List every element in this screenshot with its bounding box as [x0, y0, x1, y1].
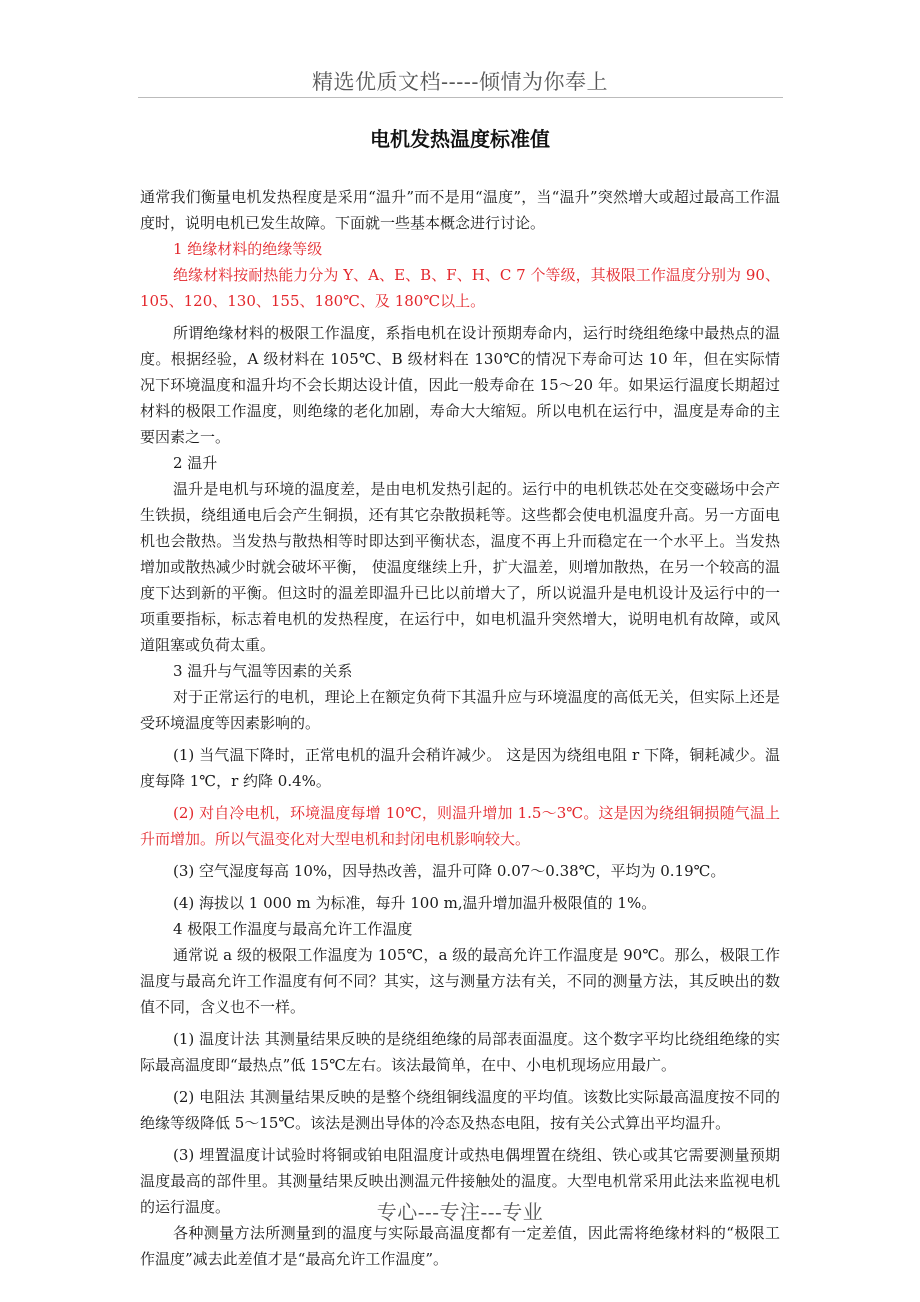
- section-4-item-2: (2) 电阻法 其测量结果反映的是整个绕组铜线温度的平均值。该数比实际最高温度按不同的绝缘等级降低 5～15℃。该法是测出导体的冷态及热态电阻，按有关公式算出平均温升。: [140, 1088, 780, 1132]
- section-2-heading: 2 温升: [173, 454, 218, 472]
- section-3-item-4: (4) 海拔以 1 000 m 为标准，每升 100 m,温升增加温升极限值的 1%。: [173, 894, 657, 912]
- section-3-item-3: (3) 空气湿度每高 10%，因导热改善，温升可降 0.07～0.38℃，平均为 0.19℃。: [173, 862, 726, 880]
- section-4-item-1: (1) 温度计法 其测量结果反映的是绕组绝缘的局部表面温度。这个数字平均比绕组绝缘的实际最高温度即“最热点”低 15℃左右。该法最简单，在中、小电机现场应用最广。: [140, 1030, 780, 1074]
- section-4-heading: 4 极限工作温度与最高允许工作温度: [173, 920, 413, 938]
- section-1-paragraph: 所谓绝缘材料的极限工作温度，系指电机在设计预期寿命内，运行时绕组绝缘中最热点的温度。根据经验，A 级材料在 105℃、B 级材料在 130℃的情况下寿命可达 10 年，但在实际情况下环境温度和温升均不会长期达设计值，因此一般寿命在 15～20 年。如果运行温度长期超过材料的极限工作温度，则绝缘的老化加剧，寿命大大缩短。所以电机在运行中，温度是寿命的主要因素之一。: [140, 324, 780, 446]
- section-4-item-3: (3) 埋置温度计试验时将铜或铂电阻温度计或热电偶埋置在绕组、铁心或其它需要测量预期温度最高的部件里。其测量结果反映出测温元件接触处的温度。大型电机常采用此法来监视电机的运行温度。: [140, 1146, 780, 1216]
- header-divider: [138, 97, 783, 98]
- document-title: 电机发热温度标准值: [370, 127, 550, 151]
- section-3-heading: 3 温升与气温等因素的关系: [173, 662, 353, 680]
- section-4-conclusion: 各种测量方法所测量到的温度与实际最高温度都有一定差值，因此需将绝缘材料的“极限工作温度”减去此差值才是“最高允许工作温度”。: [140, 1224, 780, 1268]
- section-3-item-2: (2) 对自冷电机，环境温度每增 10℃，则温升增加 1.5～3℃。这是因为绕组铜损随气温上升而增加。所以气温变化对大型电机和封闭电机影响较大。: [140, 804, 780, 848]
- page-footer: 专心---专注---专业: [376, 1200, 544, 1224]
- section-1-highlight: 绝缘材料按耐热能力分为 Y、A、E、B、F、H、C 7 个等级，其极限工作温度分别为 90、105、120、130、155、180℃、及 180℃以上。: [140, 266, 780, 310]
- section-3-item-1: (1) 当气温下降时，正常电机的温升会稍许减少。 这是因为绕组电阻 r 下降，铜耗减少。温度每降 1℃，r 约降 0.4%。: [140, 746, 780, 790]
- section-1-heading: 1 绝缘材料的绝缘等级: [173, 240, 323, 258]
- intro-paragraph: 通常我们衡量电机发热程度是采用“温升”而不是用“温度”，当“温升”突然增大或超过最高工作温度时，说明电机已发生故障。下面就一些基本概念进行讨论。: [140, 188, 780, 232]
- page-header: 精选优质文档-----倾情为你奉上: [312, 70, 608, 94]
- document-body: [140, 184, 780, 1272]
- section-4-paragraph: 通常说 a 级的极限工作温度为 105℃，a 级的最高允许工作温度是 90℃。那么，极限工作温度与最高允许工作温度有何不同？其实，这与测量方法有关，不同的测量方法，其反映出的数值不同，含义也不一样。: [140, 946, 780, 1016]
- section-3-paragraph: 对于正常运行的电机，理论上在额定负荷下其温升应与环境温度的高低无关，但实际上还是受环境温度等因素影响的。: [140, 688, 780, 732]
- section-2-paragraph: 温升是电机与环境的温度差，是由电机发热引起的。运行中的电机铁芯处在交变磁场中会产生铁损，绕组通电后会产生铜损，还有其它杂散损耗等。这些都会使电机温度升高。另一方面电机也会散热。当发热与散热相等时即达到平衡状态，温度不再上升而稳定在一个水平上。当发热增加或散热减少时就会破坏平衡， 使温度继续上升，扩大温差，则增加散热，在另一个较高的温度下达到新的平衡。但这时的温差即温升已比以前增大了，所以说温升是电机设计及运行中的一项重要指标，标志着电机的发热程度，在运行中，如电机温升突然增大，说明电机有故障，或风道阻塞或负荷太重。: [140, 480, 780, 654]
